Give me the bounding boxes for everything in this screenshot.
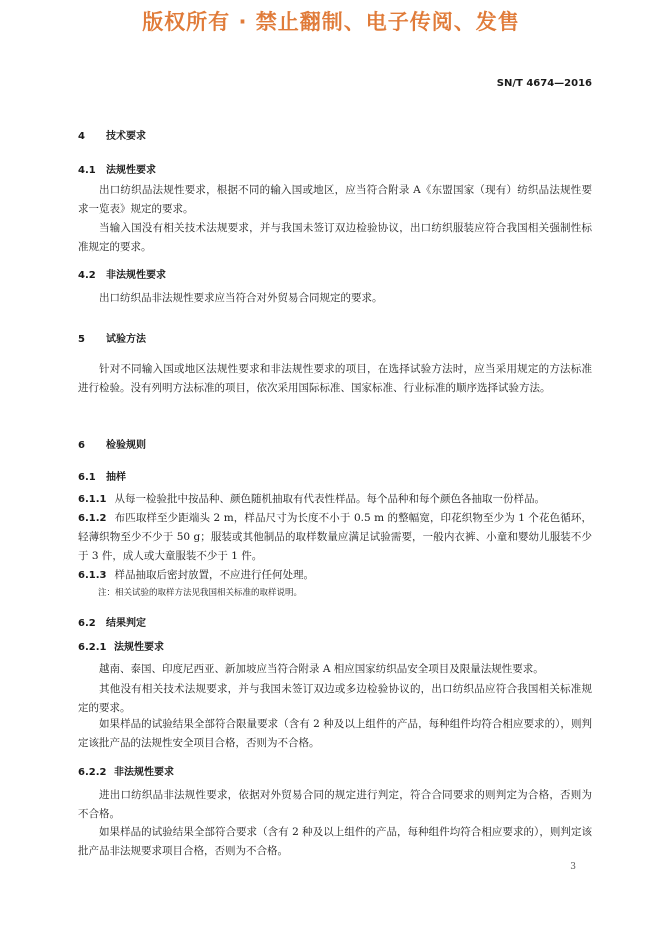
paragraph-6-2-1-a: 越南、泰国、印度尼西亚、新加坡应当符合附录 A 相应国家纺织品安全项目及限量法规性要求。	[99, 663, 544, 675]
heading-4-1: 4.1 法规性要求	[78, 165, 156, 176]
paragraph-6-2-2-b: 如果样品的试验结果全部符合要求（含有 2 种及以上组件的产品，每种组件均符合相应要求的），则判定该批产品非法规要求项目合格，否则为不合格。	[78, 826, 592, 857]
paragraph-4-1-a: 出口纺织品法规性要求，根据不同的输入国或地区，应当符合附录 A《东盟国家（现有）纺织品法规性要求一览表》规定的要求。	[78, 184, 592, 215]
heading-6-2-2: 6.2.2 非法规性要求	[78, 767, 174, 778]
page-number: 3	[570, 862, 576, 872]
standard-number: SN/T 4674—2016	[496, 78, 592, 89]
paragraph-6-2-1-b: 其他没有相关技术法规要求，并与我国未签订双边或多边检验协议的，出口纺织品应符合我国相关标准规定的要求。	[78, 683, 592, 714]
paragraph-4-2: 出口纺织品非法规性要求应当符合对外贸易合同规定的要求。	[99, 292, 383, 304]
heading-5: 5 试验方法	[78, 334, 146, 345]
paragraph-4-1-b: 当输入国没有相关技术法规要求，并与我国未签订双边检验协议，出口纺织服装应符合我国相关强制性标准规定的要求。	[78, 222, 592, 253]
clause-6-1-1: 6.1.1 从每一检验批中按品种、颜色随机抽取有代表性样品。每个品种和每个颜色各抽取一份样品。	[78, 493, 545, 505]
copyright-watermark: 版权所有 · 禁止翻制、电子传阅、发售	[142, 10, 520, 34]
clause-6-1-2: 6.1.2 布匹取样至少距端头 2 m，样品尺寸为长度不小于 0.5 m 的整幅宽，印花织物至少为 1 个花色循环，轻薄织物至少不少于 50 g；服装或其他制品的取样数量应满足试验需要，一般内衣裤、小童和婴幼儿服装不少于 3 件，成人或大童服装不少于 1 件。	[78, 512, 592, 562]
clause-6-1-3: 6.1.3 样品抽取后密封放置，不应进行任何处理。	[78, 569, 314, 581]
heading-6-2-1: 6.2.1 法规性要求	[78, 642, 164, 653]
heading-6-2: 6.2 结果判定	[78, 618, 146, 629]
paragraph-5: 针对不同输入国或地区法规性要求和非法规性要求的项目，在选择试验方法时，应当采用规定的方法标准进行检验。没有列明方法标准的项目，依次采用国际标准、国家标准、行业标准的顺序选择试验方法。	[78, 363, 592, 394]
heading-4-2: 4.2 非法规性要求	[78, 270, 166, 281]
paragraph-6-2-1-c: 如果样品的试验结果全部符合限量要求（含有 2 种及以上组件的产品，每种组件均符合相应要求的），则判定该批产品的法规性安全项目合格，否则为不合格。	[78, 718, 592, 749]
heading-6: 6 检验规则	[78, 440, 146, 451]
heading-4: 4 技术要求	[78, 131, 146, 142]
heading-6-1: 6.1 抽样	[78, 472, 126, 483]
paragraph-6-2-2-a: 进出口纺织品非法规性要求，依据对外贸易合同的规定进行判定，符合合同要求的则判定为合格，否则为不合格。	[78, 789, 592, 820]
note-sampling: 注：相关试验的取样方法见我国相关标准的取样说明。	[98, 588, 303, 598]
